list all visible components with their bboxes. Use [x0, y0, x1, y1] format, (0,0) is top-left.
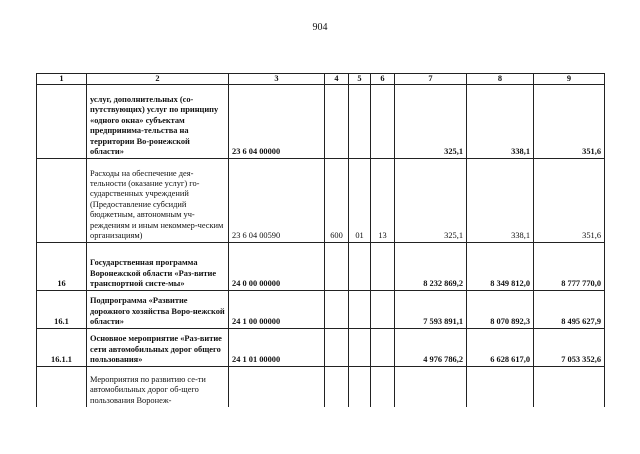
column-header: 9: [534, 74, 605, 85]
row-code: 23 6 04 00590: [229, 159, 325, 243]
row-number: [37, 159, 87, 243]
row-col6: [371, 243, 395, 291]
row-number: [37, 367, 87, 407]
row-value-8: 338,1: [467, 85, 534, 159]
row-description: Подпрограмма «Развитие дорожного хозяйства Воро-нежской области»: [87, 291, 229, 329]
row-value-9: 351,6: [534, 159, 605, 243]
row-number: 16.1: [37, 291, 87, 329]
row-col4: [325, 243, 349, 291]
row-value-8: [467, 367, 534, 407]
row-col4: [325, 329, 349, 367]
row-value-7: 4 976 786,2: [395, 329, 467, 367]
table-row: [37, 367, 605, 407]
row-number: [37, 85, 87, 159]
row-code: 23 6 04 00000: [229, 85, 325, 159]
table-header-row: [37, 74, 605, 85]
row-value-9: 351,6: [534, 85, 605, 159]
column-header: 1: [37, 74, 87, 85]
row-description: Мероприятия по развитию се-ти автомобильных дорог об-щего пользования Воронеж-: [87, 367, 229, 407]
row-col4: [325, 291, 349, 329]
row-value-8: 6 628 617,0: [467, 329, 534, 367]
row-col5: [349, 291, 371, 329]
row-col6: 13: [371, 159, 395, 243]
row-value-9: 7 053 352,6: [534, 329, 605, 367]
row-number: 16.1.1: [37, 329, 87, 367]
row-col6: [371, 85, 395, 159]
table-row: [37, 159, 605, 243]
row-value-8: 338,1: [467, 159, 534, 243]
row-value-8: 8 349 812,0: [467, 243, 534, 291]
column-header: 2: [87, 74, 229, 85]
row-value-7: 8 232 869,2: [395, 243, 467, 291]
page-number: 904: [312, 22, 328, 33]
row-col6: [371, 329, 395, 367]
row-value-7: 325,1: [395, 85, 467, 159]
row-code: 24 1 00 00000: [229, 291, 325, 329]
column-header: 4: [325, 74, 349, 85]
row-col5: 01: [349, 159, 371, 243]
budget-table: [36, 73, 605, 407]
table-row: [37, 291, 605, 329]
row-value-9: 8 777 770,0: [534, 243, 605, 291]
row-col5: [349, 367, 371, 407]
row-value-7: [395, 367, 467, 407]
row-description: Основное мероприятие «Раз-витие сети автомобильных дорог общего пользования»: [87, 329, 229, 367]
row-description: услуг, дополнительных (со-путствующих) услуг по принципу «одного окна» субъектам предпринима-тельства на территории Во-ронежской области»: [87, 85, 229, 159]
row-col4: [325, 367, 349, 407]
row-number: 16: [37, 243, 87, 291]
row-value-7: 325,1: [395, 159, 467, 243]
table-row: [37, 85, 605, 159]
row-code: [229, 367, 325, 407]
row-code: 24 1 01 00000: [229, 329, 325, 367]
table-row: [37, 329, 605, 367]
row-value-9: 8 495 627,9: [534, 291, 605, 329]
row-description: Государственная программа Воронежской области «Раз-витие транспортной систе-мы»: [87, 243, 229, 291]
column-header: 7: [395, 74, 467, 85]
row-col5: [349, 85, 371, 159]
row-value-8: 8 070 892,3: [467, 291, 534, 329]
column-header: 6: [371, 74, 395, 85]
row-col4: [325, 85, 349, 159]
column-header: 3: [229, 74, 325, 85]
row-col6: [371, 367, 395, 407]
row-description: Расходы на обеспечение дея-тельности (оказание услуг) го-сударственных учреждений (Предоставление субсидий бюджетным, автономным уч-реждениям и иным некоммер-ческим организациям): [87, 159, 229, 243]
row-code: 24 0 00 00000: [229, 243, 325, 291]
row-value-7: 7 593 891,1: [395, 291, 467, 329]
row-col5: [349, 329, 371, 367]
column-header: 5: [349, 74, 371, 85]
row-value-9: [534, 367, 605, 407]
row-col6: [371, 291, 395, 329]
table-row: [37, 243, 605, 291]
row-col4: 600: [325, 159, 349, 243]
row-col5: [349, 243, 371, 291]
column-header: 8: [467, 74, 534, 85]
